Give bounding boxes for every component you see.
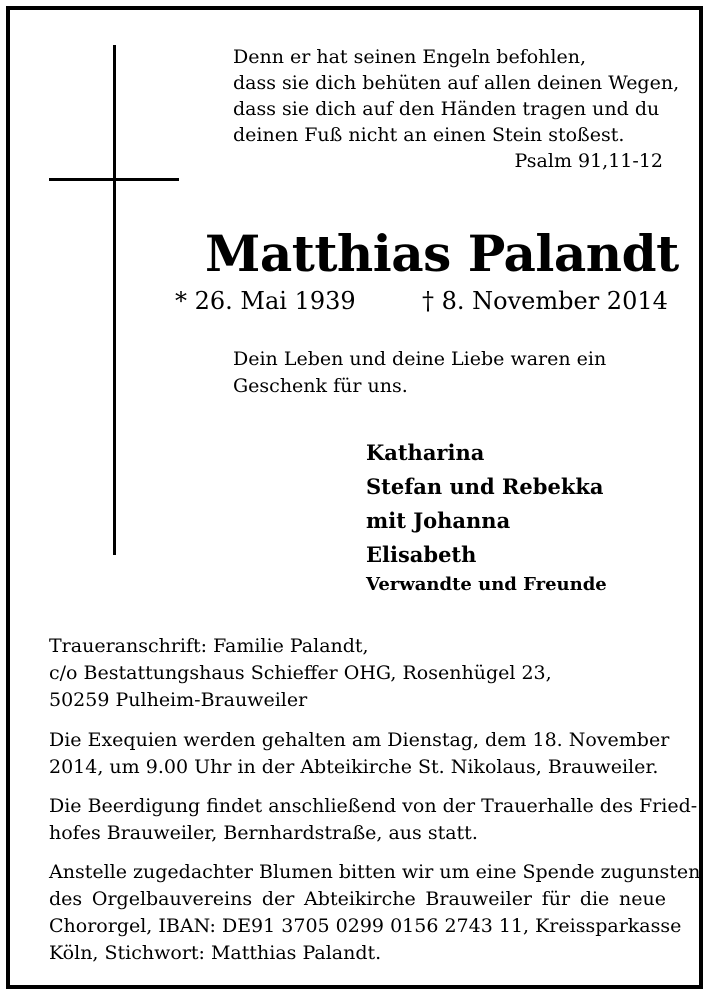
paragraph-line: Chororgel, IBAN: DE91 3705 0299 0156 2743 11, Kreissparkasse bbox=[49, 915, 682, 937]
mourner-name: mit Johanna bbox=[366, 508, 511, 533]
verse-line: dass sie dich auf den Händen tragen und du bbox=[233, 98, 660, 120]
donation-paragraph bbox=[49, 859, 701, 967]
paragraph-line: Köln, Stichwort: Matthias Palandt. bbox=[49, 942, 382, 964]
mourner-name: Elisabeth bbox=[366, 542, 477, 567]
address-line: c/o Bestattungshaus Schieffer OHG, Rosenhügel 23, bbox=[49, 662, 552, 684]
verse-reference: Psalm 91,11-12 bbox=[514, 150, 663, 172]
motto-line: Dein Leben und deine Liebe waren ein bbox=[233, 348, 607, 370]
address-line: Traueranschrift: Familie Palandt, bbox=[49, 635, 369, 657]
paragraph-line: hofes Brauweiler, Bernhardstraße, aus statt. bbox=[49, 822, 478, 844]
verse-line: dass sie dich behüten auf allen deinen Wegen, bbox=[233, 72, 680, 94]
paragraph-line: Anstelle zugedachter Blumen bitten wir um eine Spende zugunsten bbox=[49, 861, 701, 883]
birth-date: * 26. Mai 1939 bbox=[175, 287, 356, 315]
bible-verse bbox=[233, 44, 680, 174]
mourners bbox=[366, 436, 607, 598]
death-date: † 8. November 2014 bbox=[422, 287, 668, 315]
exequien-paragraph bbox=[49, 727, 670, 781]
burial-paragraph bbox=[49, 793, 698, 847]
verse-line: Denn er hat seinen Engeln befohlen, bbox=[233, 46, 587, 68]
verse-line: deinen Fuß nicht an einen Stein stoßest. bbox=[233, 124, 625, 146]
paragraph-line: Die Exequien werden gehalten am Dienstag, dem 18. November bbox=[49, 729, 670, 751]
mourner-name: Stefan und Rebekka bbox=[366, 474, 604, 499]
motto-line: Geschenk für uns. bbox=[233, 375, 408, 397]
relatives-line: Verwandte und Freunde bbox=[366, 574, 607, 595]
paragraph-line: Die Beerdigung findet anschließend von der Trauerhalle des Fried- bbox=[49, 795, 698, 817]
mourner-name: Katharina bbox=[366, 440, 485, 465]
paragraph-line: des Orgelbauvereins der Abteikirche Brauweiler für die neue bbox=[49, 888, 666, 910]
address-line: 50259 Pulheim-Brauweiler bbox=[49, 689, 308, 711]
deceased-name: Matthias Palandt bbox=[205, 224, 679, 283]
mourning-address bbox=[49, 633, 552, 714]
motto bbox=[233, 346, 606, 400]
cross-icon-vertical bbox=[113, 45, 116, 555]
cross-icon-horizontal bbox=[49, 178, 179, 181]
paragraph-line: 2014, um 9.00 Uhr in der Abteikirche St. Nikolaus, Brauweiler. bbox=[49, 756, 659, 778]
